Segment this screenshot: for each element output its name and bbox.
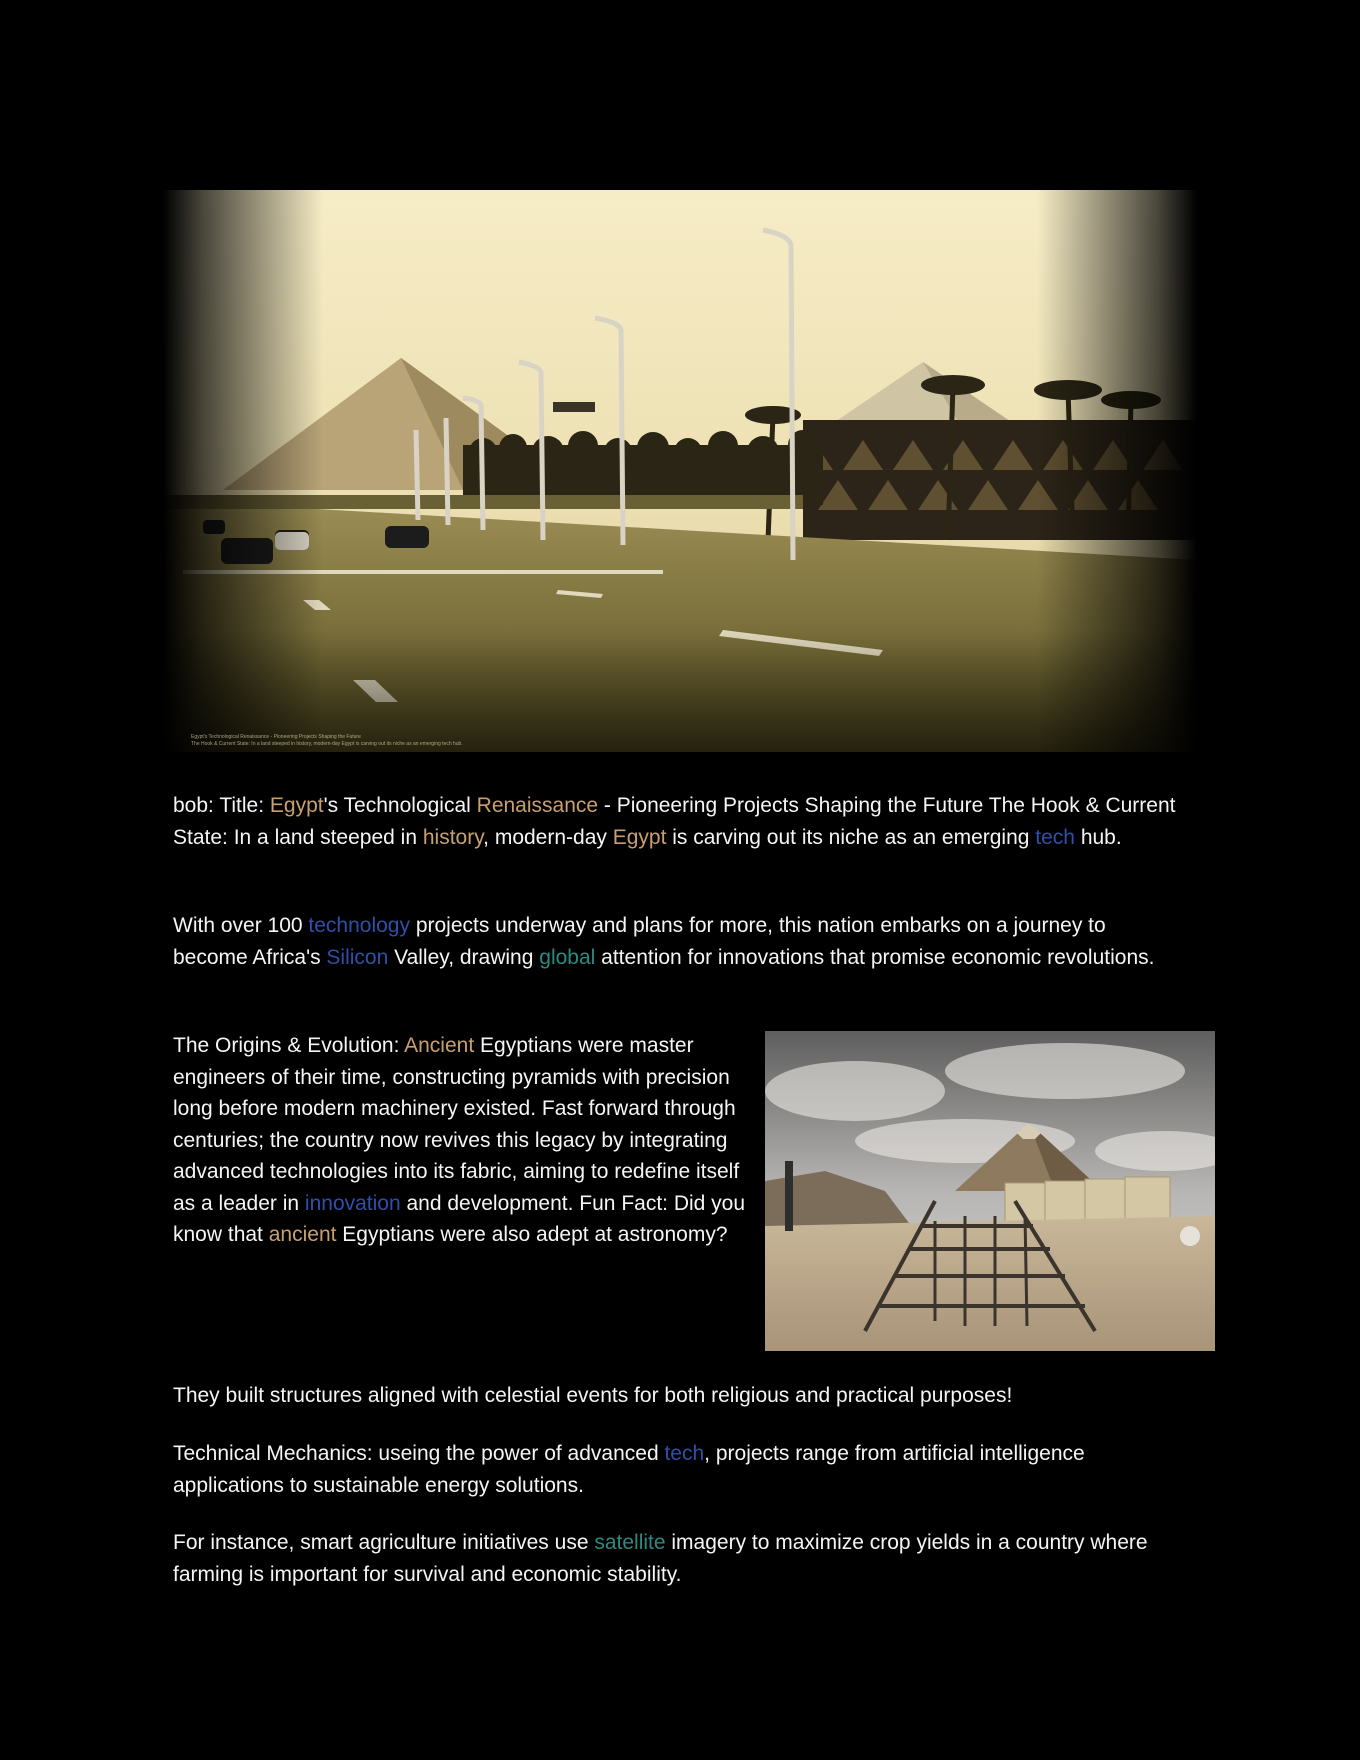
hero-caption — [191, 734, 463, 748]
text-run: , projects range from artificial intelligence applications to sustainable energy solutions. — [173, 1442, 1085, 1497]
highlight-word: Renaissance — [476, 794, 599, 817]
text-run: , modern-day — [483, 825, 613, 849]
text-run: hub. — [1074, 825, 1122, 849]
text-run: Egyptians were also adept at astronomy? — [336, 1223, 728, 1246]
text-run: attention for innovations that promise economic revolutions. — [595, 945, 1155, 969]
paragraph-2 — [173, 910, 1183, 973]
hero-illustration — [163, 190, 1197, 752]
highlight-word: technology — [308, 914, 410, 937]
highlight-word: Egypt — [612, 825, 667, 849]
paragraph-3 — [173, 1030, 753, 1251]
highlight-word: innovation — [304, 1191, 401, 1215]
text-run: and development. Fun Fact: Did you know that — [173, 1191, 746, 1246]
hero-caption-line2: The Hook & Current State: In a land steeped in history, modern-day Egypt is carving out its niche as an emerging tech hub. — [191, 741, 463, 747]
paragraph-4-text: They built structures aligned with celestial events for both religious and practical purposes! — [173, 1384, 1013, 1407]
highlight-word: history — [422, 825, 484, 849]
paragraph-4 — [173, 1380, 1183, 1412]
paragraph-5 — [173, 1438, 1183, 1501]
hero-caption-line1: Egypt's Technological Renaissance - Pioneering Projects Shaping the Future — [191, 734, 361, 740]
highlight-word: tech — [1035, 825, 1075, 849]
hero-image — [163, 190, 1197, 752]
text-run: Egyptians were master engineers of their time, constructing pyramids with precision long before modern machinery existed. Fast forward through centuries; the country now revives this legacy by integrating advanced technologies into its fabric, aiming to redefine itself as a leader in — [173, 1034, 740, 1215]
text-run: 's Technological — [323, 794, 477, 817]
highlight-word: satellite — [594, 1531, 666, 1554]
text-run: projects underway and plans for more, this nation embarks on a journey to become Africa's — [173, 914, 1106, 969]
highlight-word: Egypt — [269, 794, 324, 817]
text-run: For instance, smart agriculture initiatives use — [173, 1531, 595, 1554]
highlight-word: Silicon — [326, 945, 389, 969]
highlight-word: tech — [664, 1442, 705, 1465]
text-run: Valley, drawing — [388, 945, 540, 969]
highlight-word: Ancient — [404, 1034, 475, 1057]
paragraph-6 — [173, 1527, 1183, 1590]
text-run: - Pioneering Projects Shaping the Future The Hook & Current State: In a land steeped in — [173, 794, 1176, 849]
highlight-word: ancient — [268, 1223, 337, 1246]
excavation-illustration — [765, 1031, 1215, 1351]
text-run: The Origins & Evolution: — [173, 1034, 405, 1057]
paragraph-1 — [173, 790, 1183, 853]
text-run: With over 100 — [173, 914, 309, 937]
text-run: bob: Title: — [173, 794, 270, 817]
text-run: is carving out its niche as an emerging — [666, 825, 1036, 849]
text-run: Technical Mechanics: useing the power of advanced — [173, 1442, 665, 1465]
text-run: imagery to maximize crop yields in a country where farming is important for survival and economic stability. — [173, 1531, 1148, 1586]
highlight-word: global — [539, 945, 596, 969]
excavation-photo — [765, 1031, 1215, 1351]
